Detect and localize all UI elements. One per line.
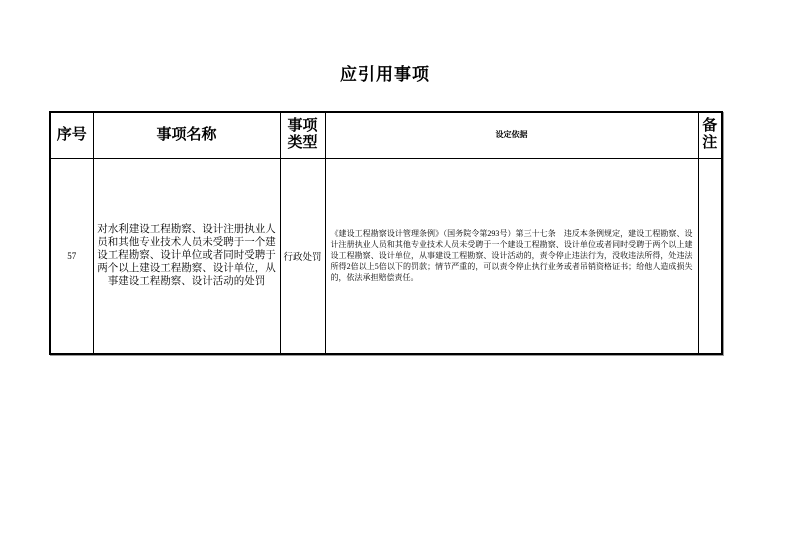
- cell-remarks: [698, 158, 722, 354]
- column-header-remarks: 备注: [698, 112, 722, 158]
- cell-item-type: 行政处罚: [280, 158, 325, 354]
- table-header-row: [50, 112, 722, 158]
- column-header-serial: 序号: [50, 112, 93, 158]
- column-header-item-name: 事项名称: [93, 112, 280, 158]
- cell-legal-basis: 《建设工程勘察设计管理条例》（国务院令第293号）第三十七条 违反本条例规定，建设工程勘察、设计注册执业人员和其他专业技术人员未受聘于一个建设工程勘察、设计单位或者同时受聘于两个以上建设工程勘察、设计单位，从事建设工程勘察、设计活动的，责令停止违法行为，没收违法所得，处违法所得2倍以上5倍以下的罚款；情节严重的，可以责令停止执行业务或者吊销资格证书；给他人造成损失的，依法承担赔偿责任。: [325, 158, 698, 354]
- column-header-item-type: 事项类型: [280, 112, 325, 158]
- column-header-legal-basis: 设定依据: [325, 112, 698, 158]
- table-row: [50, 158, 722, 354]
- page-title: 应引用事项: [340, 65, 430, 84]
- cell-serial-number: 57: [50, 158, 93, 354]
- items-table: [49, 111, 723, 355]
- cell-item-name: 对水利建设工程勘察、设计注册执业人员和其他专业技术人员未受聘于一个建设工程勘察、设计单位或者同时受聘于两个以上建设工程勘察、设计单位，从事建设工程勘察、设计活动的处罚: [93, 158, 280, 354]
- document-content: [49, 0, 721, 355]
